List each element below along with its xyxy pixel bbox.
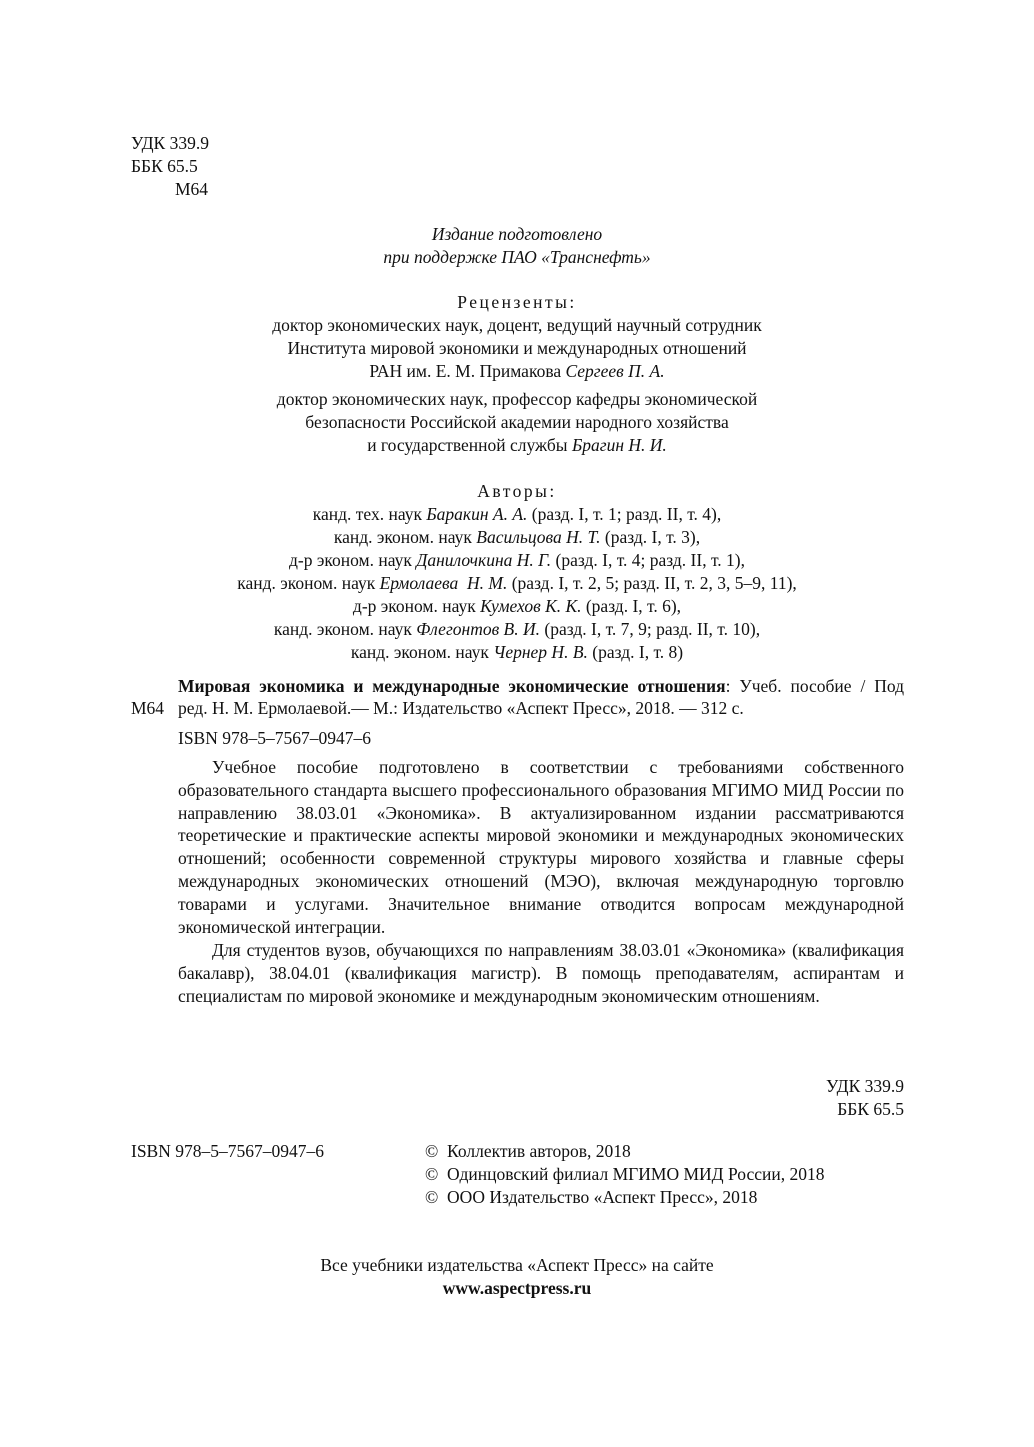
reviewer1-line3-text: РАН им. Е. М. Примакова — [369, 361, 562, 381]
reviewer1-line2: Института мировой экономики и международных отношений — [287, 338, 747, 358]
publisher-url[interactable]: www.aspectpress.ru — [442, 1278, 592, 1298]
author-line: канд. эконом. наук Чернер Н. В. (разд. I, т. 8) — [350, 642, 684, 662]
author-mark: М64 — [175, 179, 209, 199]
reviewer2-line1: доктор экономических наук, профессор кафедры экономической — [276, 389, 758, 409]
bib-author-mark: М64 — [131, 698, 165, 718]
author-line: канд. эконом. наук Васильцова Н. Т. (разд. I, т. 3), — [333, 527, 701, 547]
reviewer1-line3 — [0, 360, 1034, 382]
authors-heading: Авторы: — [477, 481, 557, 501]
author-line: д-р эконом. наук Кумехов К. К. (разд. I, т. 6), — [352, 596, 682, 616]
reviewer2-line2: безопасности Российской академии народного хозяйства — [305, 412, 729, 432]
copyright-line: © Коллектив авторов, 2018 — [425, 1141, 631, 1161]
reviewers-heading: Рецензенты: — [457, 292, 577, 312]
bib-line2: ред. Н. М. Ермолаевой.— М.: Издательство «Аспект Пресс», 2018. — 312 с. — [178, 698, 744, 718]
support-note-line2: при поддержке ПАО «Транснефть» — [383, 247, 651, 267]
bib-line1-rest: : Учеб. пособие / Под — [725, 676, 904, 696]
reviewer1-name: Сергеев П. А. — [565, 361, 665, 381]
bib-isbn: ISBN 978–5–7567–0947–6 — [178, 728, 371, 748]
copyright-line: © ООО Издательство «Аспект Пресс», 2018 — [425, 1187, 758, 1207]
author-line: канд. тех. наук Баракин А. А. (разд. I, т. 1; разд. II, т. 4), — [312, 504, 722, 524]
copyright-isbn: ISBN 978–5–7567–0947–6 — [131, 1141, 324, 1161]
bbk-code: ББК 65.5 — [131, 156, 198, 176]
reviewer2-line3-text: и государственной службы — [367, 435, 568, 455]
author-line: канд. эконом. наук Флегонтов В. И. (разд. I, т. 7, 9; разд. II, т. 10), — [273, 619, 761, 639]
bottom-udk-code: УДК 339.9 — [826, 1076, 904, 1096]
support-note-line1: Издание подготовлено — [431, 224, 603, 244]
bottom-bbk-code: ББК 65.5 — [837, 1099, 904, 1119]
reviewer1-line1: доктор экономических наук, доцент, ведущий научный сотрудник — [272, 315, 762, 335]
footer-text: Все учебники издательства «Аспект Пресс» на сайте — [320, 1255, 714, 1275]
book-title: Мировая экономика и международные экономические отношения — [178, 676, 726, 696]
udk-code: УДК 339.9 — [131, 133, 209, 153]
reviewer2-name: Брагин Н. И. — [571, 435, 667, 455]
annotation-paragraph-2: Для студентов вузов, обучающихся по направлениям 38.03.01 «Экономика» (квалификация бакалавр), 38.04.01 (квалификация магистр). В помощь преподавателям, аспирантам и специалистам по мировой экономике и международным экономическим отношениям. — [178, 940, 904, 1006]
bib-line1 — [178, 675, 904, 697]
copyright-line: © Одинцовский филиал МГИМО МИД России, 2018 — [425, 1164, 825, 1184]
author-line: канд. эконом. наук Ермолаева Н. М. (разд. I, т. 2, 5; разд. II, т. 2, 3, 5–9, 11), — [237, 573, 797, 593]
reviewer2-line3 — [0, 434, 1034, 456]
author-line: д-р эконом. наук Данилочкина Н. Г. (разд. I, т. 4; разд. II, т. 1), — [289, 550, 745, 570]
annotation-paragraph-1: Учебное пособие подготовлено в соответствии с требованиями собственного образовательного стандарта высшего профессионального образования МГИМО МИД России по направлению 38.03.01 «Экономика». В актуализированном издании рассматриваются теоретические и практические аспекты мировой экономики и международных экономических отношений; особенности современной структуры мирового хозяйства и главные сферы международных экономических отношений (МЭО), включая международную торговлю товарами и услугами. Значительное внимание отводится вопросам международной экономической интеграции. — [178, 757, 904, 937]
